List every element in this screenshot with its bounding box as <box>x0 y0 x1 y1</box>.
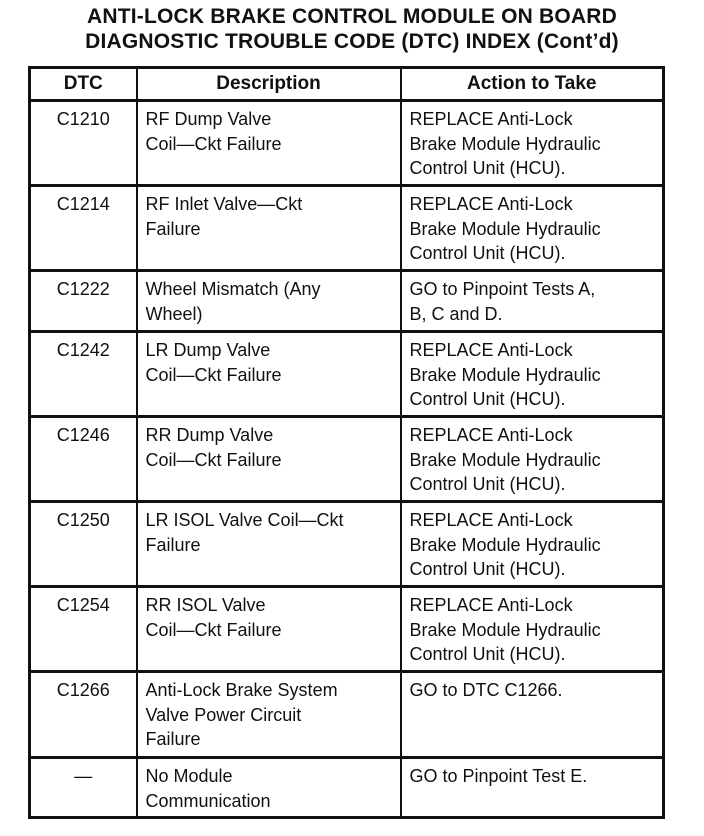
description-text: RF Dump Valve Coil—Ckt Failure <box>145 109 282 154</box>
description-cell <box>137 672 401 758</box>
action-text: REPLACE Anti-Lock Brake Module Hydraulic Control Unit (HCU). <box>409 340 601 409</box>
description-text: RR Dump Valve Coil—Ckt Failure <box>145 425 282 470</box>
dtc-code: C1246 <box>56 425 110 445</box>
dtc-code-cell <box>30 587 137 672</box>
description-text: Wheel Mismatch (Any Wheel) <box>145 279 321 324</box>
page-title <box>0 4 704 54</box>
table-row <box>30 101 664 186</box>
action-text: REPLACE Anti-Lock Brake Module Hydraulic Control Unit (HCU). <box>409 109 601 178</box>
table-row <box>30 758 664 818</box>
dtc-code-cell <box>30 332 137 417</box>
column-header-dtc: DTC <box>30 68 137 101</box>
dtc-code: C1254 <box>56 595 110 615</box>
dtc-code: C1242 <box>56 340 110 360</box>
table-header-row <box>30 68 664 101</box>
action-text: GO to Pinpoint Test E. <box>409 766 588 786</box>
action-cell <box>401 417 664 502</box>
action-cell <box>401 186 664 271</box>
description-text: LR Dump Valve Coil—Ckt Failure <box>145 340 282 385</box>
dtc-code: — <box>74 766 93 786</box>
dtc-code-cell <box>30 101 137 186</box>
description-text: LR ISOL Valve Coil—Ckt Failure <box>145 510 344 555</box>
description-cell <box>137 332 401 417</box>
description-cell <box>137 587 401 672</box>
description-cell <box>137 502 401 587</box>
dtc-code-cell <box>30 672 137 758</box>
table-row <box>30 332 664 417</box>
dtc-code-cell <box>30 417 137 502</box>
title-line-2: DIAGNOSTIC TROUBLE CODE (DTC) INDEX (Cont’d) <box>85 30 619 53</box>
description-cell <box>137 417 401 502</box>
action-text: GO to DTC C1266. <box>409 680 563 700</box>
column-header-action: Action to Take <box>401 68 664 101</box>
dtc-code: C1222 <box>56 279 110 299</box>
dtc-code: C1210 <box>56 109 110 129</box>
description-cell <box>137 271 401 332</box>
table-row <box>30 587 664 672</box>
action-text: GO to Pinpoint Tests A, B, C and D. <box>409 279 596 324</box>
action-cell <box>401 672 664 758</box>
table-row <box>30 672 664 758</box>
action-cell <box>401 332 664 417</box>
table-row <box>30 417 664 502</box>
dtc-code-cell <box>30 758 137 818</box>
column-header-description: Description <box>137 68 401 101</box>
action-text: REPLACE Anti-Lock Brake Module Hydraulic Control Unit (HCU). <box>409 510 601 579</box>
table-row <box>30 186 664 271</box>
action-cell <box>401 758 664 818</box>
action-text: REPLACE Anti-Lock Brake Module Hydraulic Control Unit (HCU). <box>409 194 601 263</box>
action-cell <box>401 101 664 186</box>
dtc-code: C1266 <box>56 680 110 700</box>
dtc-code: C1250 <box>56 510 110 530</box>
table-row <box>30 502 664 587</box>
description-cell <box>137 186 401 271</box>
title-line-1: ANTI-LOCK BRAKE CONTROL MODULE ON BOARD <box>86 5 618 28</box>
dtc-code-cell <box>30 502 137 587</box>
action-cell <box>401 502 664 587</box>
action-cell <box>401 271 664 332</box>
dtc-index-table <box>28 66 665 819</box>
description-cell <box>137 758 401 818</box>
table-row <box>30 271 664 332</box>
action-cell <box>401 587 664 672</box>
description-text: No Module Communication <box>145 766 271 811</box>
dtc-code-cell <box>30 186 137 271</box>
dtc-code: C1214 <box>56 194 110 214</box>
description-cell <box>137 101 401 186</box>
action-text: REPLACE Anti-Lock Brake Module Hydraulic Control Unit (HCU). <box>409 425 601 494</box>
dtc-code-cell <box>30 271 137 332</box>
description-text: RF Inlet Valve—Ckt Failure <box>145 194 303 239</box>
action-text: REPLACE Anti-Lock Brake Module Hydraulic Control Unit (HCU). <box>409 595 601 664</box>
description-text: RR ISOL Valve Coil—Ckt Failure <box>145 595 282 640</box>
description-text: Anti-Lock Brake System Valve Power Circuit Failure <box>145 680 338 749</box>
